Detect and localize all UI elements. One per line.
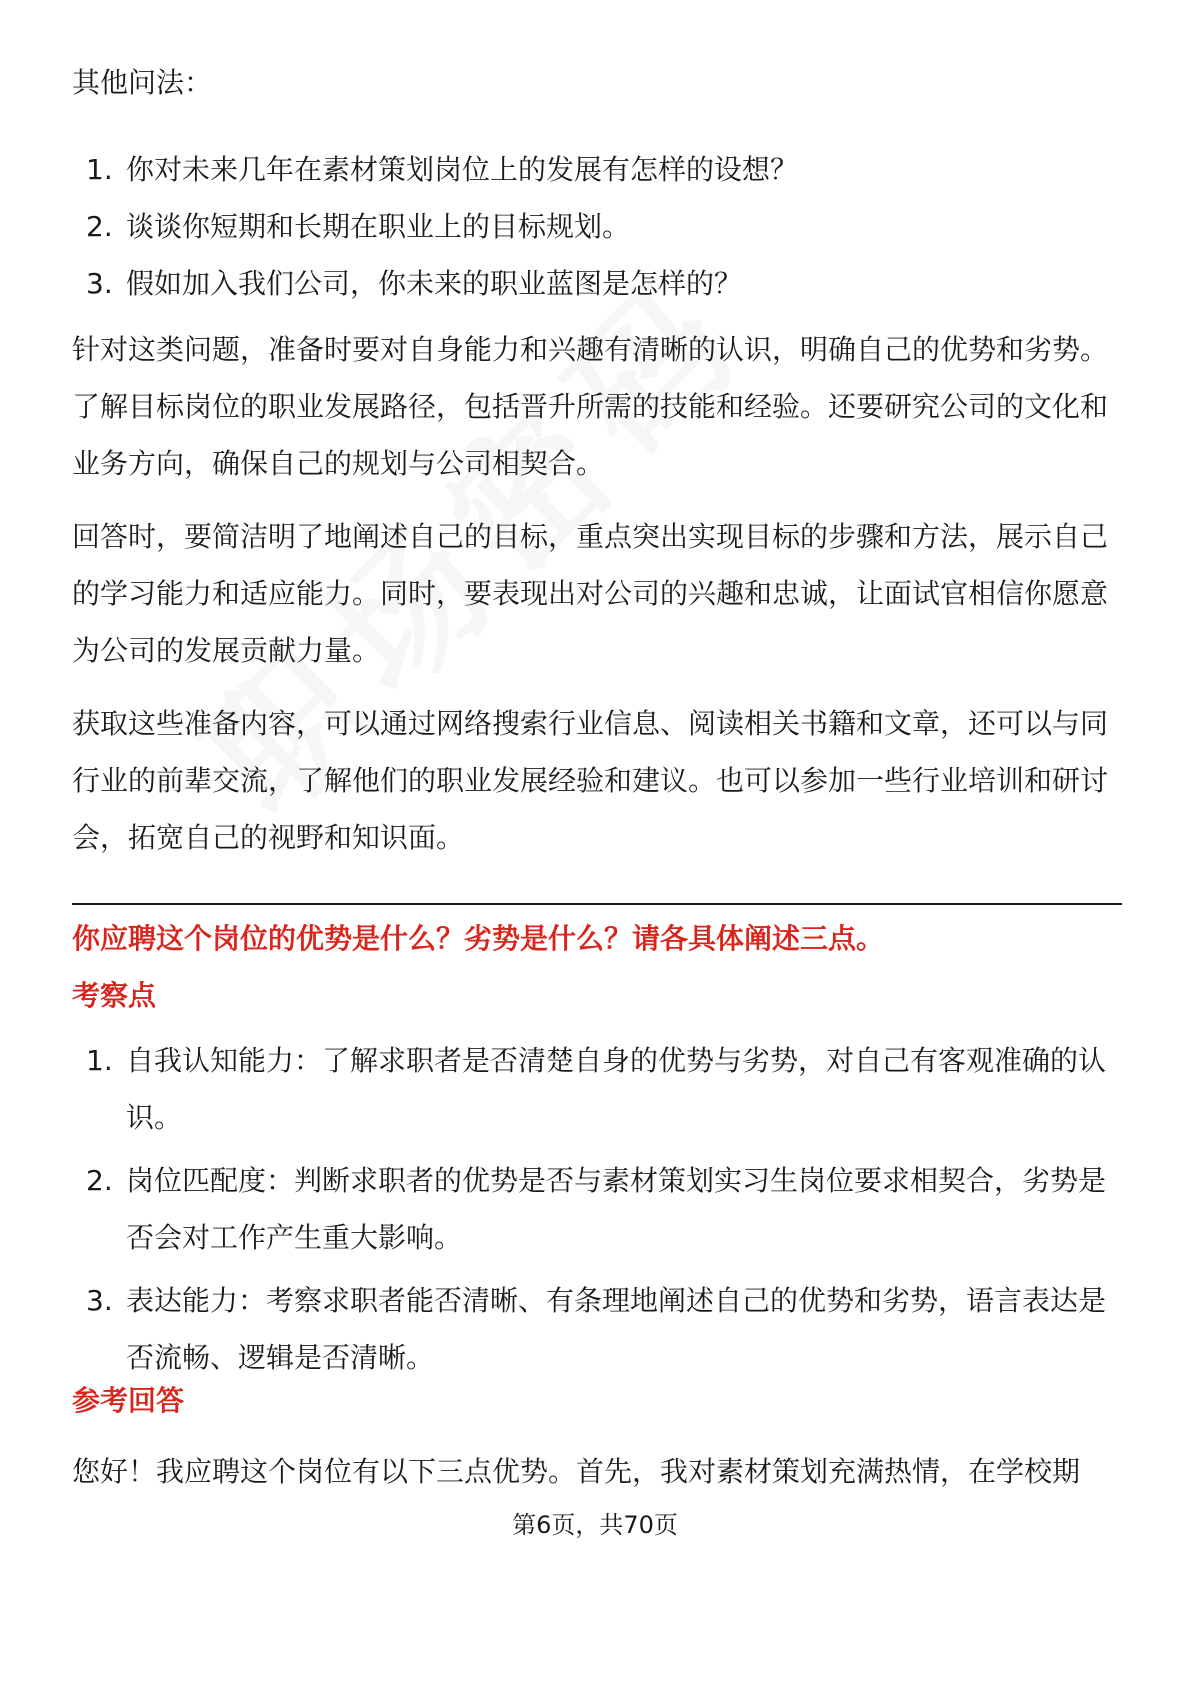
intro-label: 其他问法： [72,66,213,99]
list-number: 1. [86,1044,113,1077]
answer-paragraph: 您好！我应聘这个岗位有以下三点优势。首先，我对素材策划充满热情，在学校期 [72,1455,1081,1488]
page-number: 第6页，共70页 [512,1511,678,1539]
section-divider [72,903,1122,905]
list-text: 谈谈你短期和长期在职业上的目标规划。 [126,210,631,243]
section-heading-kaocha: 考察点 [72,979,157,1012]
kaocha-points-list [72,1032,1122,1392]
list-number: 3. [86,1284,113,1317]
list-text: 岗位匹配度：判断求职者的优势是否与素材策划实习生岗位要求相契合，劣势是否会对工作产生重大影响。 [126,1164,1107,1254]
list-text: 自我认知能力：了解求职者是否清楚自身的优势与劣势，对自己有客观准确的认识。 [126,1044,1107,1134]
list-text: 假如加入我们公司，你未来的职业蓝图是怎样的？ [126,267,743,300]
list-text: 你对未来几年在素材策划岗位上的发展有怎样的设想？ [126,153,799,186]
list-number: 2. [86,210,113,243]
list-number: 3. [86,267,113,300]
paragraph-answer-tips: 回答时，要简洁明了地阐述自己的目标，重点突出实现目标的步骤和方法，展示自己的学习能力和适应能力。同时，要表现出对公司的兴趣和忠诚，让面试官相信你愿意为公司的发展贡献力量。 [72,520,1109,667]
list-text: 表达能力：考察求职者能否清晰、有条理地阐述自己的优势和劣势，语言表达是否流畅、逻辑是否清晰。 [126,1284,1107,1374]
list-number: 2. [86,1164,113,1197]
list-item [72,141,1122,198]
list-item [72,1152,1122,1266]
paragraph-prepare: 针对这类问题，准备时要对自身能力和兴趣有清晰的认识，明确自己的优势和劣势。了解目标岗位的职业发展路径，包括晋升所需的技能和经验。还要研究公司的文化和业务方向，确保自己的规划与公司相契合。 [72,333,1109,480]
list-item [72,255,1122,312]
question-title: 你应聘这个岗位的优势是什么？劣势是什么？请各具体阐述三点。 [72,922,885,955]
paragraph-resources: 获取这些准备内容，可以通过网络搜索行业信息、阅读相关书籍和文章，还可以与同行业的前辈交流，了解他们的职业发展经验和建议。也可以参加一些行业培训和研讨会，拓宽自己的视野和知识面。 [72,707,1109,854]
list-number: 1. [86,153,113,186]
list-item [72,1272,1122,1386]
list-item [72,1032,1122,1146]
list-item [72,198,1122,255]
section-heading-answer: 参考回答 [72,1384,185,1417]
other-questions-list [72,141,1122,312]
